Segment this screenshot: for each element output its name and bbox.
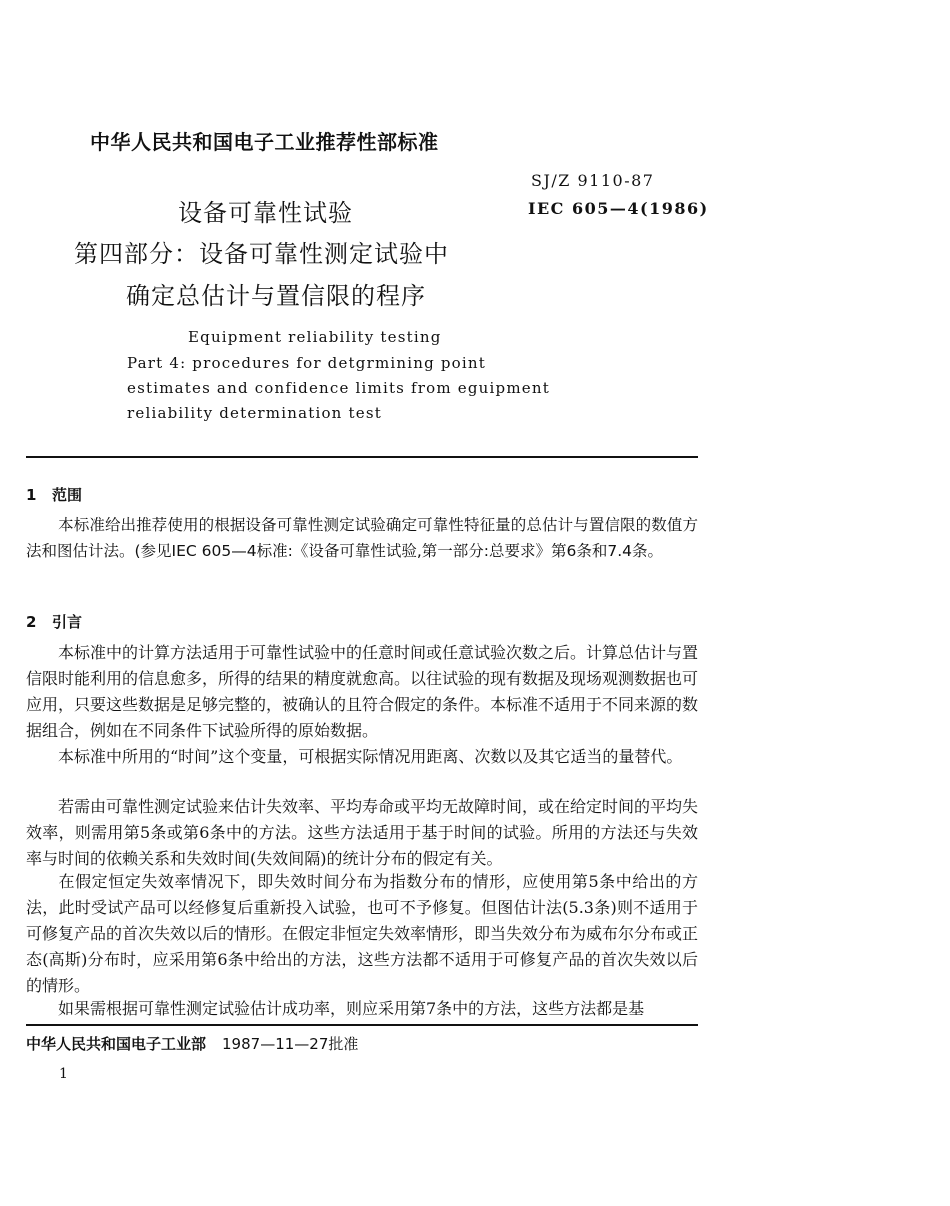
standard-code: SJ/Z 9110-87: [531, 171, 655, 190]
intro-paragraph-2: [26, 744, 698, 770]
section-number: 1: [26, 486, 37, 504]
top-divider: [26, 456, 698, 458]
section-heading-scope: [26, 484, 82, 505]
intro-paragraph-1: [26, 640, 698, 744]
section-number: 2: [26, 613, 37, 631]
page-number: 1: [59, 1066, 68, 1082]
footer-date: 1987—11—27批准: [222, 1035, 359, 1053]
intro-text-2: 本标准中所用的“时间”这个变量，可根据实际情况用距离、次数以及其它适当的量替代。: [58, 747, 683, 766]
title-cn-line2: 第四部分：设备可靠性测定试验中: [74, 240, 449, 268]
iec-code: IEC 605—4(1986): [528, 199, 709, 218]
intro-text-4: 在假定恒定失效率情况下，即失效时间分布为指数分布的情形，应使用第5条中给出的方法，此时受试产品可以经修复后重新投入试验，也可不予修复。但图估计法(5.3条)则不适用于可修复产品的首次失效以后的情形。在假定非恒定失效率情形，即当失效分布为威布尔分布或正态(高斯)分布时，应采用第6条中给出的方法，这些方法都不适用于可修复产品的首次失效以后的情形。: [26, 872, 699, 995]
intro-paragraph-5: [26, 996, 698, 1022]
scope-paragraph: [26, 512, 698, 564]
scope-text: 本标准给出推荐使用的根据设备可靠性测定试验确定可靠性特征量的总估计与置信限的数值方法和图估计法。(参见IEC 605—4标准:《设备可靠性试验,第一部分:总要求》第6条和7.4条。: [26, 516, 698, 560]
footer-divider: [26, 1024, 698, 1026]
footer-approval: [26, 1033, 358, 1054]
footer-org: 中华人民共和国电子工业部: [26, 1035, 207, 1053]
title-en-line3: estimates and confidence limits from eguipment: [127, 379, 550, 397]
section-title: 引言: [52, 613, 83, 631]
section-heading-intro: [26, 611, 82, 632]
intro-paragraph-4: [26, 869, 698, 999]
title-en-line4: reliability determination test: [127, 404, 382, 422]
section-title: 范围: [52, 486, 83, 504]
title-cn-line3: 确定总估计与置信限的程序: [126, 282, 426, 310]
intro-text-5: 如果需根据可靠性测定试验估计成功率，则应采用第7条中的方法，这些方法都是基: [58, 999, 645, 1018]
intro-paragraph-3: [26, 794, 698, 872]
intro-text-1: 本标准中的计算方法适用于可靠性试验中的任意时间或任意试验次数之后。计算总估计与置信限时能利用的信息愈多，所得的结果的精度就愈高。以往试验的现有数据及现场观测数据也可应用，只要这些数据是足够完整的，被确认的且符合假定的条件。本标准不适用于不同来源的数据组合，例如在不同条件下试验所得的原始数据。: [26, 643, 699, 740]
title-en-line2: Part 4: procedures for detgrmining point: [127, 354, 486, 372]
title-cn-line1: 设备可靠性试验: [178, 199, 353, 227]
title-en-line1: Equipment reliability testing: [188, 328, 442, 346]
issuer-title: 中华人民共和国电子工业推荐性部标准: [90, 130, 439, 154]
intro-text-3: 若需由可靠性测定试验来估计失效率、平均寿命或平均无故障时间，或在给定时间的平均失效率，则需用第5条或第6条中的方法。这些方法适用于基于时间的试验。所用的方法还与失效率与时间的依赖关系和失效时间(失效间隔)的统计分布的假定有关。: [26, 797, 699, 868]
